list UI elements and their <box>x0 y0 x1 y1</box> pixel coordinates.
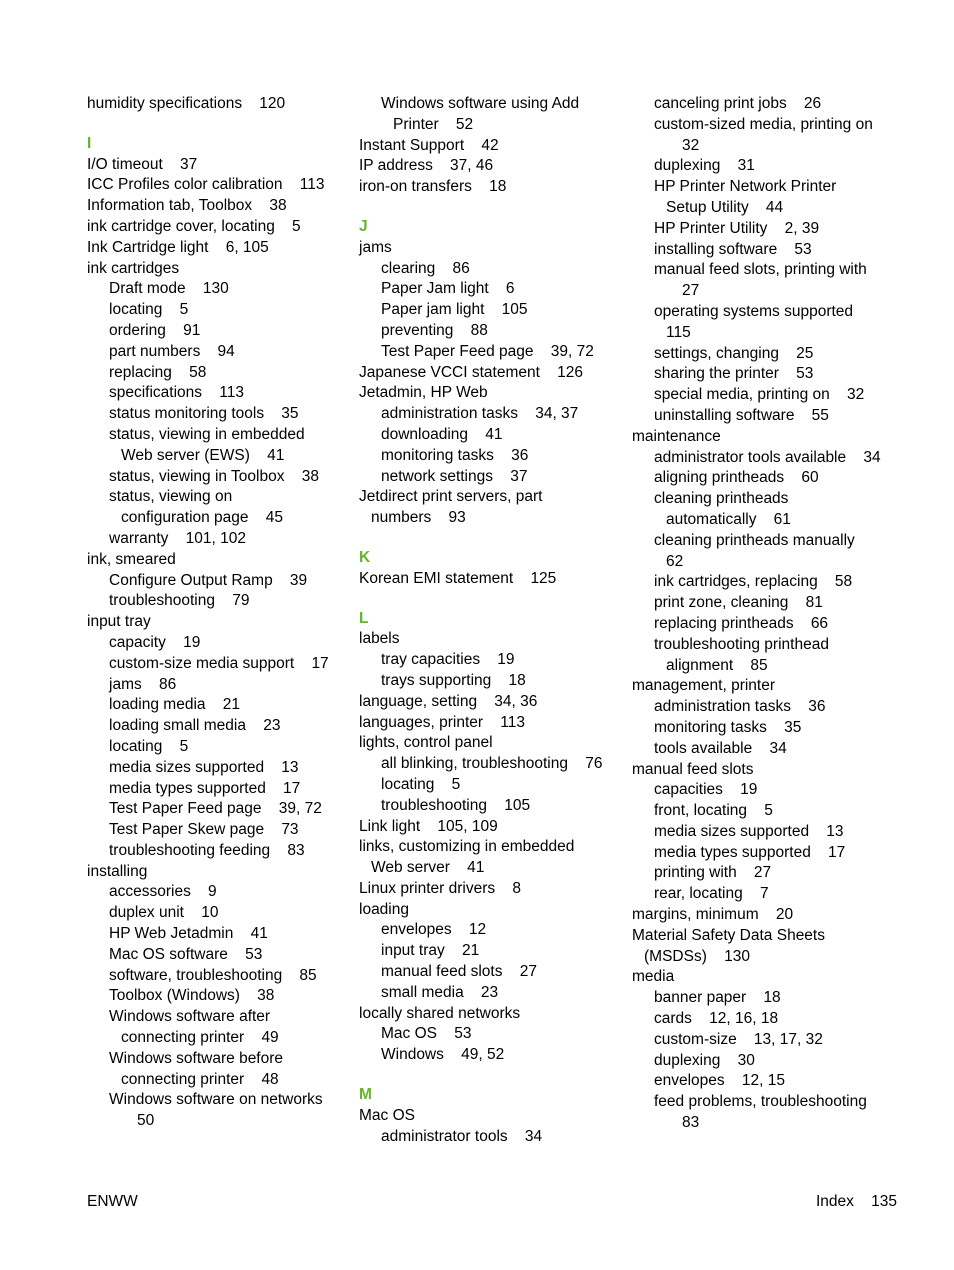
index-entry: 62 <box>666 552 684 570</box>
index-entry: preventing 88 <box>381 321 488 339</box>
index-entry: HP Web Jetadmin 41 <box>109 925 268 943</box>
index-entry: media sizes supported 13 <box>654 822 844 840</box>
index-entry: troubleshooting 79 <box>109 592 250 610</box>
index-entry: locating 5 <box>109 737 189 755</box>
index-entry: Jetadmin, HP Web <box>359 384 488 402</box>
index-entry: warranty 101, 102 <box>109 529 246 547</box>
index-entry: canceling print jobs 26 <box>654 95 822 112</box>
index-entry: loading <box>359 900 409 918</box>
index-entry: Windows software before <box>109 1049 284 1067</box>
index-entry: Web server 41 <box>371 859 485 877</box>
index-entry: manual feed slots <box>632 760 754 778</box>
index-entry: Test Paper Skew page 73 <box>109 821 299 839</box>
index-entry: aligning printheads 60 <box>654 469 819 487</box>
index-entry: troubleshooting printhead <box>654 635 829 653</box>
index-entry: (MSDSs) 130 <box>644 947 750 965</box>
index-entry: administration tasks 36 <box>654 698 826 716</box>
index-column-2 <box>359 94 621 1147</box>
index-entry: IP address 37, 46 <box>359 157 494 175</box>
index-entry: Jetdirect print servers, part <box>359 488 543 506</box>
index-entry: tools available 34 <box>654 739 787 757</box>
index-entry: troubleshooting feeding 83 <box>109 841 305 859</box>
index-entry: custom-size 13, 17, 32 <box>654 1030 823 1048</box>
index-entry: installing <box>87 862 148 880</box>
index-entry: Japanese VCCI statement 126 <box>359 363 584 381</box>
index-entry: jams 86 <box>109 675 177 693</box>
index-entry: network settings 37 <box>381 467 528 485</box>
index-entry: accessories 9 <box>109 883 217 901</box>
index-entry: language, setting 34, 36 <box>359 692 538 710</box>
index-entry: ink cartridges, replacing 58 <box>654 573 853 591</box>
index-entry: replacing printheads 66 <box>654 614 829 632</box>
index-entry: all blinking, troubleshooting 76 <box>381 755 603 773</box>
index-entry: envelopes 12, 15 <box>654 1072 785 1090</box>
footer-left: ENWW <box>87 1193 138 1210</box>
index-entry: status, viewing in embedded <box>109 425 305 443</box>
index-entry: 27 <box>682 282 700 300</box>
index-entry: iron-on transfers 18 <box>359 178 507 196</box>
index-entry: media <box>632 968 675 986</box>
index-entry: ICC Profiles color calibration 113 <box>87 176 325 194</box>
index-entry: HP Printer Network Printer <box>654 178 837 196</box>
index-entry: troubleshooting 105 <box>381 796 531 814</box>
index-entry: sharing the printer 53 <box>654 365 814 383</box>
index-entry: numbers 93 <box>371 509 466 527</box>
index-entry: uninstalling software 55 <box>654 406 829 424</box>
index-entry: monitoring tasks 36 <box>381 446 529 464</box>
index-entry: capacities 19 <box>654 781 758 799</box>
index-entry: Paper Jam light 6 <box>381 280 515 298</box>
index-entry: media types supported 17 <box>109 779 301 797</box>
index-entry: locally shared networks <box>359 1004 521 1022</box>
index-entry: installing software 53 <box>654 240 812 258</box>
index-entry: Korean EMI statement 125 <box>359 569 557 587</box>
index-entry: downloading 41 <box>381 425 503 443</box>
index-entry: ink cartridge cover, locating 5 <box>87 217 301 235</box>
footer-page-number: Index 135 <box>815 1193 897 1210</box>
index-entry: management, printer <box>632 677 776 695</box>
index-column-1 <box>87 94 349 1132</box>
index-entry: trays supporting 18 <box>381 671 526 689</box>
index-entry: automatically 61 <box>666 510 791 528</box>
index-entry: languages, printer 113 <box>359 713 526 731</box>
index-entry: duplexing 31 <box>654 157 755 175</box>
index-entry: cards 12, 16, 18 <box>654 1010 779 1028</box>
index-entry: media types supported 17 <box>654 843 846 861</box>
index-letter-heading: J <box>359 217 368 235</box>
index-entry: humidity specifications 120 <box>87 95 286 112</box>
index-entry: envelopes 12 <box>381 921 487 939</box>
index-entry: operating systems supported <box>654 302 854 320</box>
index-entry: connecting printer 49 <box>121 1029 279 1047</box>
index-entry: 50 <box>137 1112 155 1130</box>
index-entry: Linux printer drivers 8 <box>359 879 521 897</box>
index-entry: administrator tools 34 <box>381 1127 543 1145</box>
index-entry: cleaning printheads manually <box>654 531 855 549</box>
index-entry: print zone, cleaning 81 <box>654 594 823 612</box>
index-entry: Mac OS software 53 <box>109 945 263 963</box>
index-entry: Mac OS 53 <box>381 1025 472 1043</box>
index-entry: input tray <box>87 613 151 631</box>
index-entry: loading small media 23 <box>109 717 281 735</box>
index-entry: status, viewing in Toolbox 38 <box>109 467 319 485</box>
index-entry: Information tab, Toolbox 38 <box>87 197 287 215</box>
index-entry: Printer 52 <box>393 115 474 133</box>
index-entry: ink cartridges <box>87 259 180 277</box>
index-entry: capacity 19 <box>109 633 201 651</box>
index-entry: Test Paper Feed page 39, 72 <box>381 342 594 360</box>
index-entry: Windows 49, 52 <box>381 1046 505 1064</box>
index-entry: specifications 113 <box>109 384 244 402</box>
index-entry: Test Paper Feed page 39, 72 <box>109 800 322 818</box>
index-entry: replacing 58 <box>109 363 207 381</box>
index-entry: connecting printer 48 <box>121 1070 279 1088</box>
index-entry: locating 5 <box>381 775 461 793</box>
index-entry: custom-size media support 17 <box>109 654 329 672</box>
index-entry: administration tasks 34, 37 <box>381 405 579 423</box>
index-entry: duplex unit 10 <box>109 904 219 922</box>
index-entry: 83 <box>682 1114 700 1132</box>
index-entry: lights, control panel <box>359 734 493 752</box>
index-entry: rear, locating 7 <box>654 885 769 903</box>
index-entry: status monitoring tools 35 <box>109 405 299 423</box>
index-entry: loading media 21 <box>109 696 240 714</box>
index-entry: Paper jam light 105 <box>381 301 528 319</box>
index-entry: ink, smeared <box>87 550 176 568</box>
index-entry: labels <box>359 630 400 648</box>
index-letter-heading: K <box>359 548 371 566</box>
index-entry: software, troubleshooting 85 <box>109 966 317 984</box>
index-entry: Instant Support 42 <box>359 136 499 154</box>
index-entry: configuration page 45 <box>121 509 284 527</box>
index-entry: small media 23 <box>381 983 499 1001</box>
index-entry: settings, changing 25 <box>654 344 814 362</box>
index-entry: input tray 21 <box>381 942 480 960</box>
index-entry: manual feed slots, printing with <box>654 261 867 279</box>
index-entry: banner paper 18 <box>654 989 781 1007</box>
index-entry: special media, printing on 32 <box>654 386 865 404</box>
index-entry: Link light 105, 109 <box>359 817 498 835</box>
index-entry: Windows software using Add <box>381 95 580 112</box>
index-entry: manual feed slots 27 <box>381 963 537 981</box>
index-letter-heading: M <box>359 1086 372 1104</box>
index-entry: tray capacities 19 <box>381 651 515 669</box>
index-column-3 <box>632 94 902 1134</box>
index-entry: part numbers 94 <box>109 342 235 360</box>
index-entry: custom-sized media, printing on <box>654 115 873 133</box>
index-entry: Ink Cartridge light 6, 105 <box>87 238 269 256</box>
index-entry: Windows software on networks <box>109 1091 323 1109</box>
index-entry: HP Printer Utility 2, 39 <box>654 219 820 237</box>
index-letter-heading: I <box>87 134 92 152</box>
index-entry: status, viewing on <box>109 488 233 506</box>
index-entry: Setup Utility 44 <box>666 198 784 216</box>
index-entry: front, locating 5 <box>654 802 773 820</box>
index-entry: maintenance <box>632 427 721 445</box>
index-entry: administrator tools available 34 <box>654 448 881 466</box>
index-entry: alignment 85 <box>666 656 768 674</box>
index-entry: Material Safety Data Sheets <box>632 926 825 944</box>
index-entry: cleaning printheads <box>654 490 789 508</box>
index-entry: Toolbox (Windows) 38 <box>109 987 275 1005</box>
index-entry: links, customizing in embedded <box>359 838 575 856</box>
index-entry: Web server (EWS) 41 <box>121 446 285 464</box>
index-entry: 115 <box>666 323 691 341</box>
index-entry: margins, minimum 20 <box>632 906 794 924</box>
index-entry: Configure Output Ramp 39 <box>109 571 308 589</box>
index-entry: clearing 86 <box>381 259 470 277</box>
index-entry: jams <box>359 238 392 256</box>
index-entry: locating 5 <box>109 301 189 319</box>
index-entry: ordering 91 <box>109 321 201 339</box>
index-entry: Draft mode 130 <box>109 280 229 298</box>
index-entry: feed problems, troubleshooting <box>654 1093 867 1111</box>
index-entry: printing with 27 <box>654 864 772 882</box>
index-entry: Mac OS <box>359 1106 415 1124</box>
index-entry: monitoring tasks 35 <box>654 718 802 736</box>
index-entry: duplexing 30 <box>654 1051 755 1069</box>
index-entry: media sizes supported 13 <box>109 758 299 776</box>
index-entry: I/O timeout 37 <box>87 155 198 173</box>
index-entry: 32 <box>682 136 700 154</box>
index-letter-heading: L <box>359 609 369 627</box>
index-entry: Windows software after <box>109 1008 271 1026</box>
